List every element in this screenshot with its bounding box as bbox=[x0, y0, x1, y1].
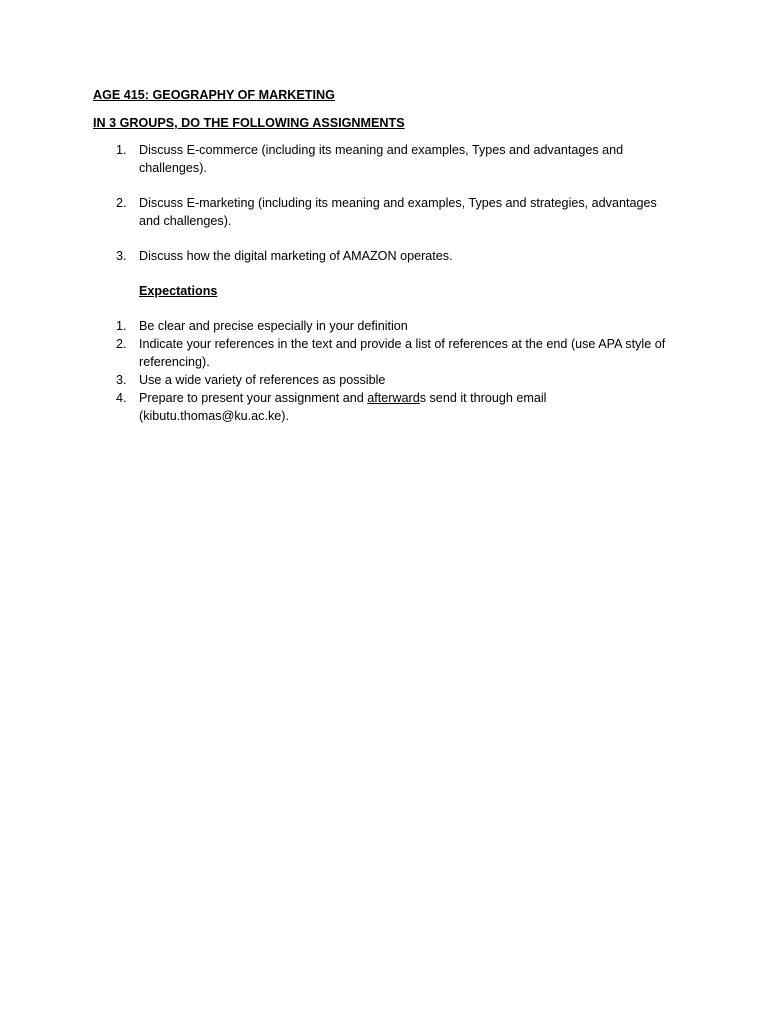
list-item-text: Be clear and precise especially in your definition bbox=[139, 319, 408, 333]
list-item-number: 2. bbox=[116, 337, 127, 351]
list-item bbox=[0, 141, 669, 177]
list-item-text: Discuss E-marketing (including its meaning and examples, Types and strategies, advantages and challenges). bbox=[139, 196, 657, 228]
list-item-text: Discuss how the digital marketing of AMAZON operates. bbox=[139, 249, 453, 263]
list-item-number: 3. bbox=[116, 373, 127, 387]
expectations-list bbox=[0, 317, 768, 425]
list-item-text: Discuss E-commerce (including its meaning and examples, Types and advantages and challenges). bbox=[139, 143, 624, 175]
list-item-text: Use a wide variety of references as possible bbox=[139, 373, 386, 387]
list-item bbox=[0, 389, 669, 425]
list-item-number: 4. bbox=[116, 391, 127, 405]
list-item bbox=[0, 247, 669, 265]
list-item-number: 1. bbox=[116, 319, 127, 333]
list-item-text-underlined: afterward bbox=[367, 391, 420, 405]
list-item bbox=[0, 194, 669, 230]
list-item bbox=[0, 335, 669, 371]
assignment-instruction: IN 3 GROUPS, DO THE FOLLOWING ASSIGNMENTS bbox=[93, 116, 405, 130]
list-item-number: 3. bbox=[116, 249, 127, 263]
document-title: AGE 415: GEOGRAPHY OF MARKETING bbox=[93, 88, 335, 102]
list-item bbox=[0, 317, 669, 335]
list-item bbox=[0, 371, 669, 389]
expectations-heading: Expectations bbox=[139, 284, 218, 298]
list-item-text-before: Prepare to present your assignment and bbox=[139, 391, 368, 405]
list-item-number: 1. bbox=[116, 143, 127, 157]
list-item-text-after: s send it through email (kibutu.thomas@ku.ac.ke). bbox=[139, 391, 547, 423]
list-item-number: 2. bbox=[116, 196, 127, 210]
assignment-list bbox=[0, 141, 768, 282]
list-item-text: Indicate your references in the text and provide a list of references at the end (use APA style of referencing). bbox=[139, 337, 666, 369]
